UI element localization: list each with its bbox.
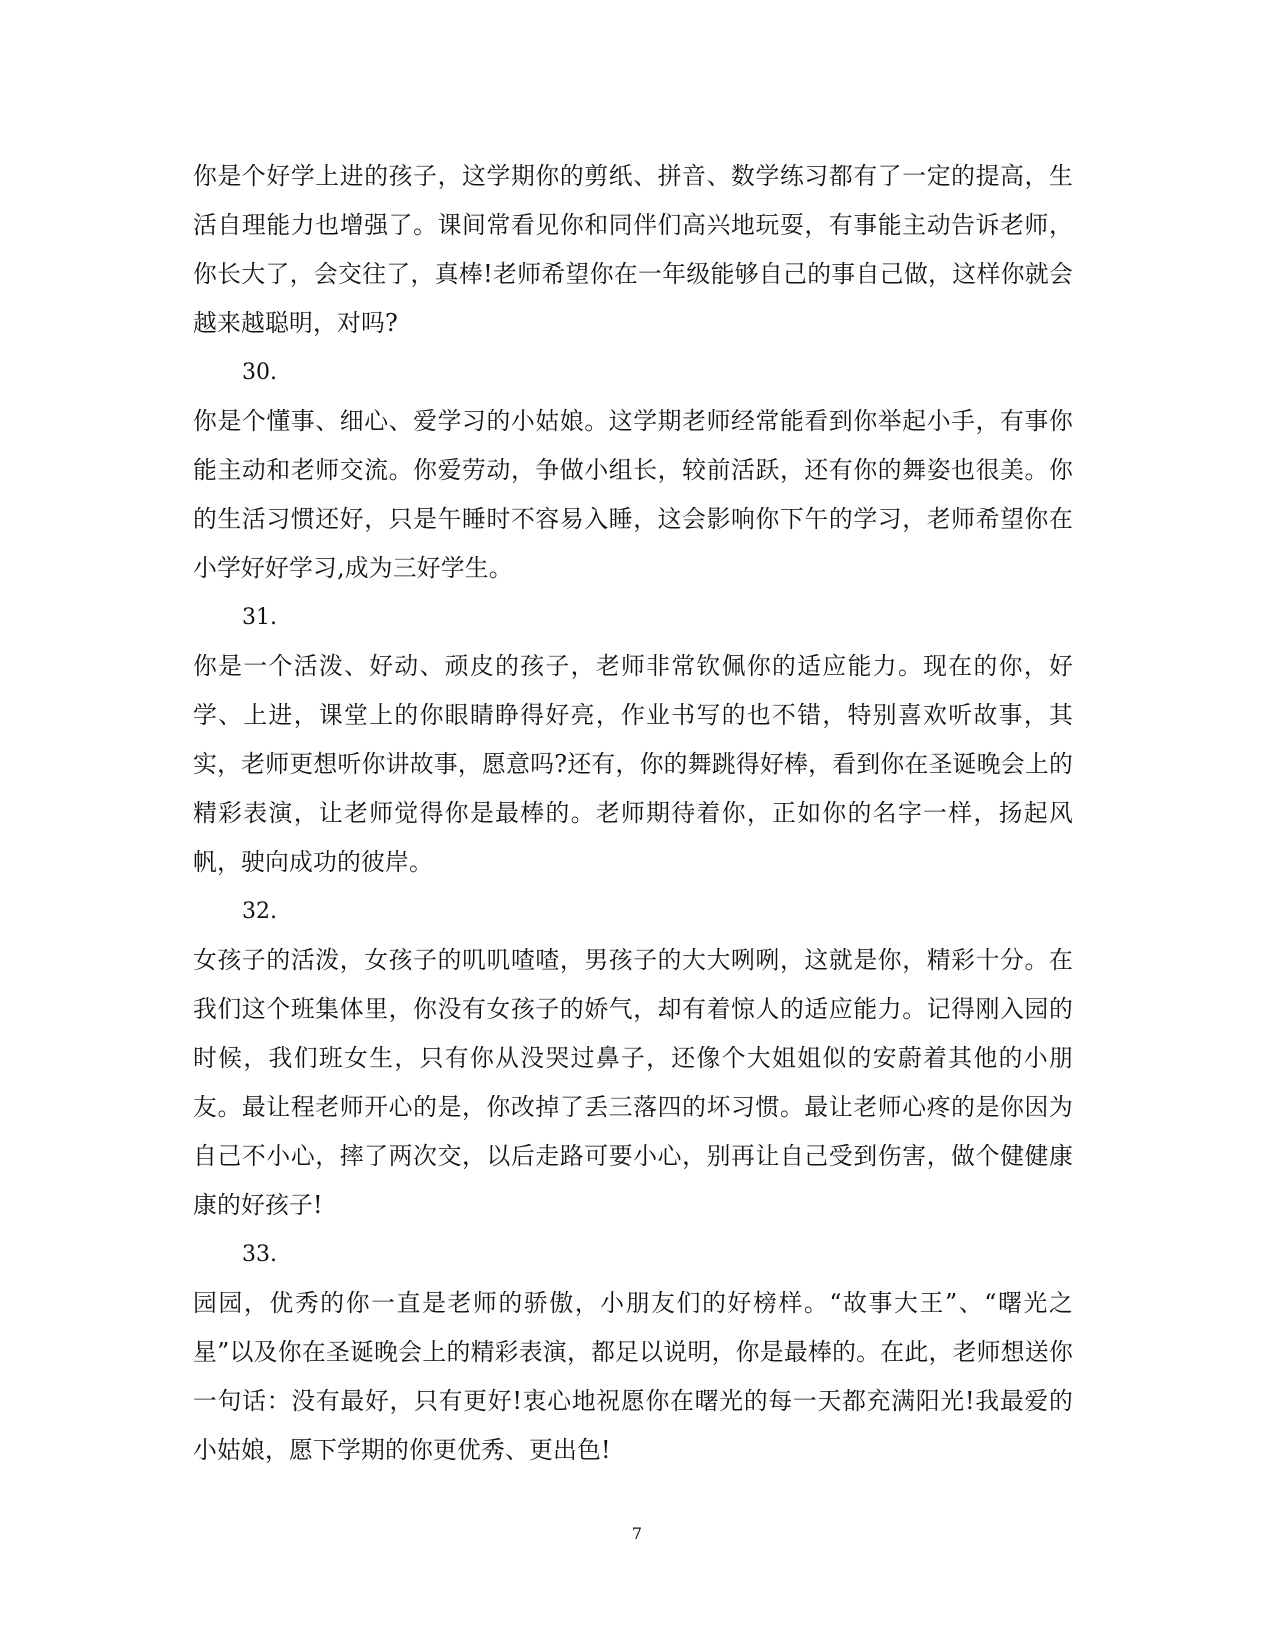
comment-paragraph: 你是个懂事、细心、爱学习的小姑娘。这学期老师经常能看到你举起小手，有事你能主动和老师交流。你爱劳动，争做小组长，较前活跃，还有你的舞姿也很美。你的生活习惯还好，只是午睡时不容易入睡，这会影响你下午的学习，老师希望你在小学好好学习,成为三好学生。 [193,407,1073,582]
document-body [193,152,1073,1475]
entry-number: 33. [242,1242,277,1267]
comment-paragraph: 你是个好学上进的孩子，这学期你的剪纸、拼音、数学练习都有了一定的提高，生活自理能力也增强了。课间常看见你和同伴们高兴地玩耍，有事能主动告诉老师，你长大了，会交往了，真棒!老师希望你在一年级能够自己的事自己做，这样你就会越来越聪明，对吗? [193,162,1073,337]
comment-paragraph: 你是一个活泼、好动、顽皮的孩子，老师非常钦佩你的适应能力。现在的你，好学、上进，课堂上的你眼睛睁得好亮，作业书写的也不错，特别喜欢听故事，其实，老师更想听你讲故事，愿意吗?还有，你的舞跳得好棒，看到你在圣诞晚会上的精彩表演，让老师觉得你是最棒的。老师期待着你，正如你的名字一样，扬起风帆，驶向成功的彼岸。 [193,652,1073,876]
comment-paragraph: 女孩子的活泼，女孩子的叽叽喳喳，男孩子的大大咧咧，这就是你，精彩十分。在我们这个班集体里，你没有女孩子的娇气，却有着惊人的适应能力。记得刚入园的时候，我们班女生，只有你从没哭过鼻子，还像个大姐姐似的安蔚着其他的小朋友。最让程老师开心的是，你改掉了丢三落四的坏习惯。最让老师心疼的是你因为自己不小心，摔了两次交，以后走路可要小心，别再让自己受到伤害，做个健健康康的好孩子! [193,946,1073,1219]
comment-paragraph: 园园，优秀的你一直是老师的骄傲，小朋友们的好榜样。“故事大王”、“曙光之星”以及你在圣诞晚会上的精彩表演，都足以说明，你是最棒的。在此，老师想送你一句话：没有最好，只有更好!衷心地祝愿你在曙光的每一天都充满阳光!我最爱的小姑娘，愿下学期的你更优秀、更出色! [193,1289,1073,1464]
page-number: 7 [631,1524,643,1543]
entry-number: 30. [242,360,277,385]
entry-number: 31. [242,605,277,630]
entry-number: 32. [242,899,277,924]
